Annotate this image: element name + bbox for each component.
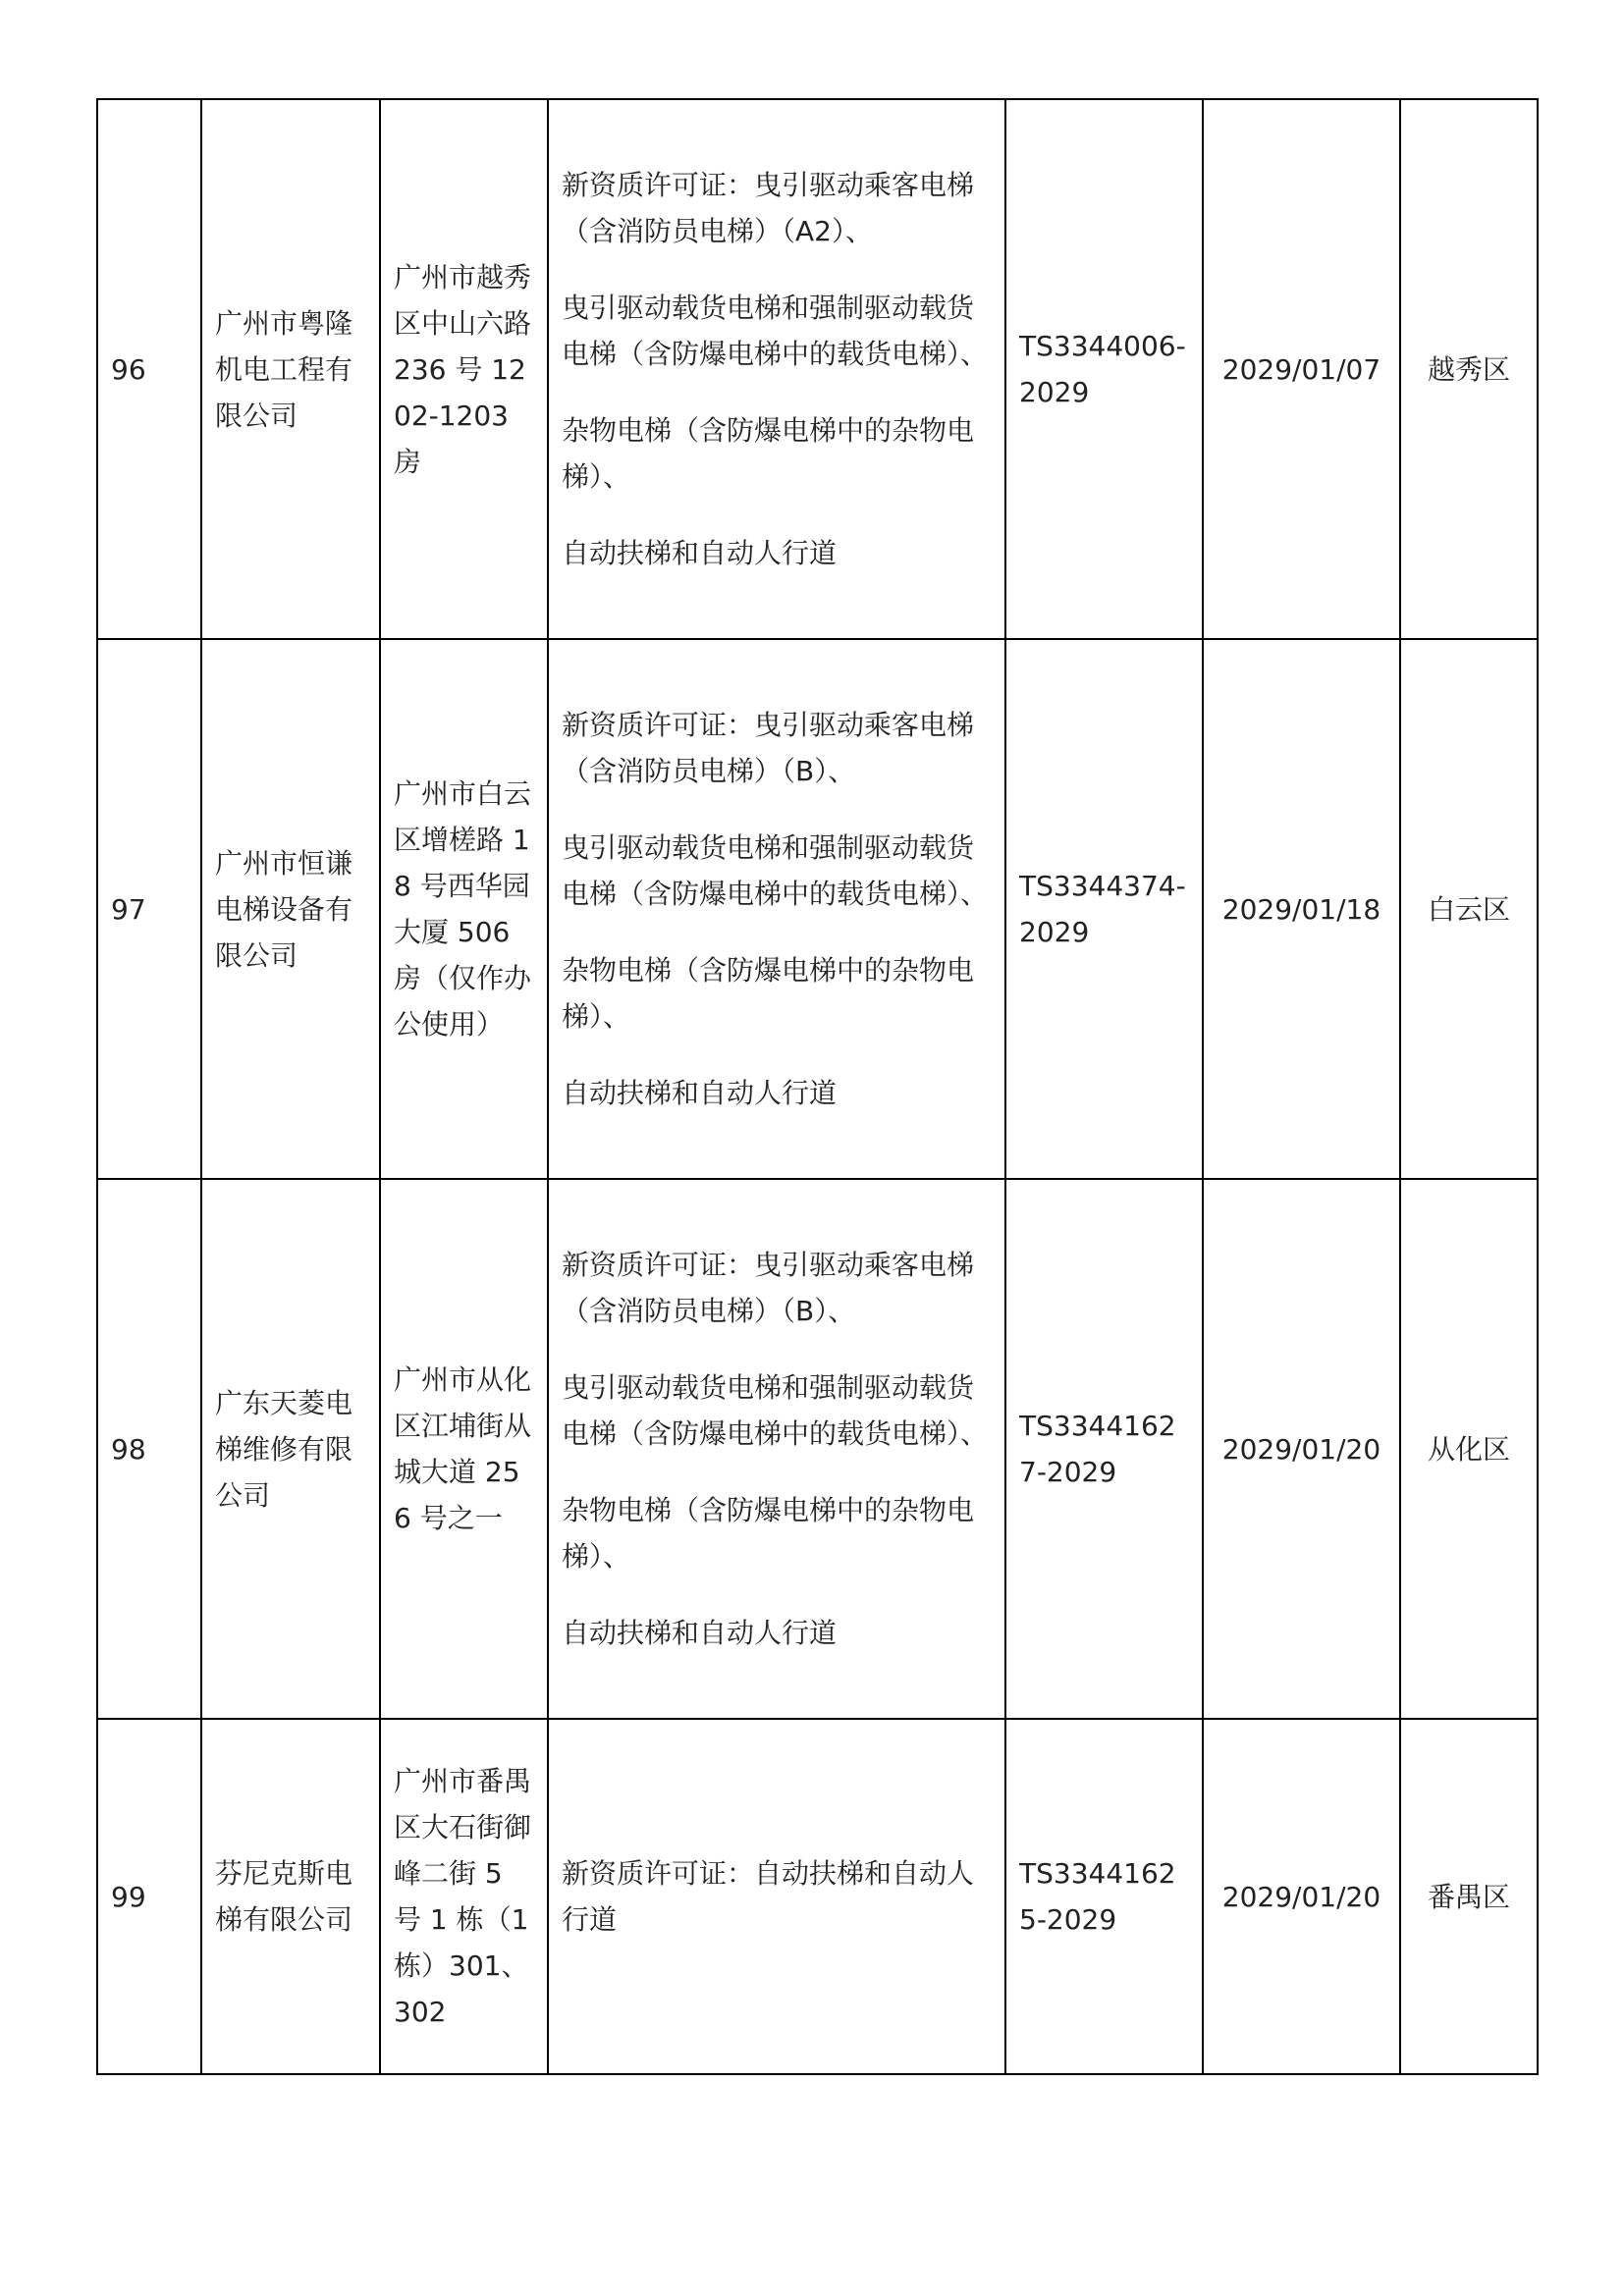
scope-line: 自动扶梯和自动人行道 <box>562 1077 838 1109</box>
company-address: 广州市越秀区中山六路 236 号 1202-1203 房 <box>380 99 548 639</box>
expiry-date: 2029/01/20 <box>1203 1719 1400 2074</box>
license-number: TS3344006-2029 <box>1005 99 1203 639</box>
table-row <box>97 99 1538 639</box>
scope-line: 新资质许可证：曳引驱动乘客电梯（含消防员电梯）（A2）、 <box>562 169 975 247</box>
scope-line: 杂物电梯（含防爆电梯中的杂物电梯）、 <box>562 414 975 493</box>
company-name: 广州市粤隆机电工程有限公司 <box>201 99 380 639</box>
district: 白云区 <box>1400 639 1538 1179</box>
license-number: TS33441625-2029 <box>1005 1719 1203 2074</box>
company-address: 广州市白云区增槎路 18 号西华园大厦 506 房（仅作办公使用） <box>380 639 548 1179</box>
license-scope <box>548 639 1005 1179</box>
scope-line: 杂物电梯（含防爆电梯中的杂物电梯）、 <box>562 1494 975 1573</box>
scope-line: 新资质许可证：曳引驱动乘客电梯（含消防员电梯）（B）、 <box>562 1249 975 1327</box>
table-row <box>97 1179 1538 1719</box>
scope-line: 自动扶梯和自动人行道 <box>562 537 838 569</box>
license-number: TS3344374-2029 <box>1005 639 1203 1179</box>
expiry-date: 2029/01/07 <box>1203 99 1400 639</box>
license-scope <box>548 99 1005 639</box>
license-number: TS33441627-2029 <box>1005 1179 1203 1719</box>
row-number: 98 <box>97 1179 201 1719</box>
expiry-date: 2029/01/18 <box>1203 639 1400 1179</box>
district: 越秀区 <box>1400 99 1538 639</box>
license-scope <box>548 1179 1005 1719</box>
company-address: 广州市从化区江埔街从城大道 256 号之一 <box>380 1179 548 1719</box>
table-row <box>97 639 1538 1179</box>
permit-table <box>96 98 1539 2075</box>
company-name: 广东天菱电梯维修有限公司 <box>201 1179 380 1719</box>
scope-line: 曳引驱动载货电梯和强制驱动载货电梯（含防爆电梯中的载货电梯）、 <box>562 831 989 910</box>
scope-line: 新资质许可证：自动扶梯和自动人行道 <box>562 1857 975 1936</box>
company-name: 芬尼克斯电梯有限公司 <box>201 1719 380 2074</box>
permit-table-body <box>97 99 1538 2074</box>
scope-line: 自动扶梯和自动人行道 <box>562 1617 838 1649</box>
table-row <box>97 1719 1538 2074</box>
row-number: 97 <box>97 639 201 1179</box>
scope-line: 曳引驱动载货电梯和强制驱动载货电梯（含防爆电梯中的载货电梯）、 <box>562 292 989 370</box>
scope-line: 杂物电梯（含防爆电梯中的杂物电梯）、 <box>562 954 975 1033</box>
company-address: 广州市番禺区大石街御峰二街 5 号 1 栋（1 栋）301、302 <box>380 1719 548 2074</box>
license-scope <box>548 1719 1005 2074</box>
district: 从化区 <box>1400 1179 1538 1719</box>
scope-line: 曳引驱动载货电梯和强制驱动载货电梯（含防爆电梯中的载货电梯）、 <box>562 1371 989 1450</box>
scope-line: 新资质许可证：曳引驱动乘客电梯（含消防员电梯）（B）、 <box>562 709 975 787</box>
row-number: 96 <box>97 99 201 639</box>
district: 番禺区 <box>1400 1719 1538 2074</box>
company-name: 广州市恒谦电梯设备有限公司 <box>201 639 380 1179</box>
expiry-date: 2029/01/20 <box>1203 1179 1400 1719</box>
row-number: 99 <box>97 1719 201 2074</box>
